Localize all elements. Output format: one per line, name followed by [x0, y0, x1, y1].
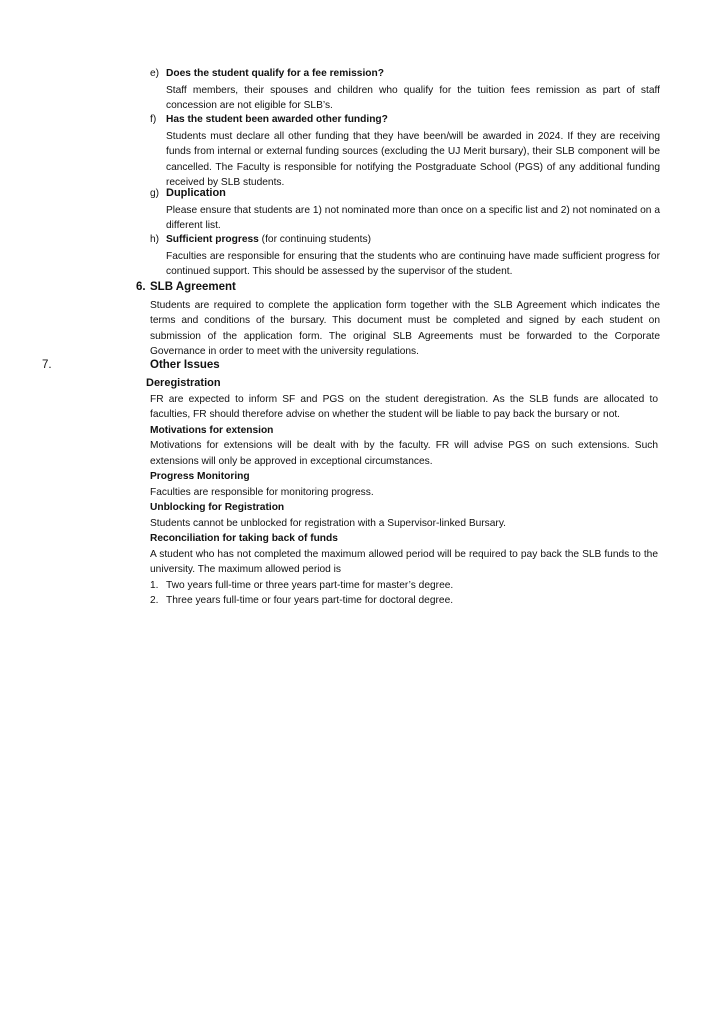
list-item-number: 1. [150, 579, 159, 591]
deregistration-body: FR are expected to inform SF and PGS on the student deregistration. As the SLB funds are allocated to faculties, FR should therefore advise on whether the student will be liable to pay back the bursary or not. [150, 393, 658, 420]
item-g-title: Duplication [166, 187, 226, 199]
item-h-title: Sufficient progress [166, 234, 259, 245]
list-item [150, 593, 658, 609]
item-h [150, 232, 660, 280]
list-item-number: 2. [150, 595, 159, 606]
item-e-title: Does the student qualify for a fee remission? [166, 68, 384, 79]
section-6 [136, 280, 660, 360]
item-g-label: g) [150, 188, 160, 199]
item-h-label: h) [150, 234, 160, 245]
item-e-body: Staff members, their spouses and children who qualify for the tuition fees remission as part of staff concession are not eligible for SLB’s. [166, 84, 660, 111]
item-f [150, 112, 660, 191]
section-6-body: Students are required to complete the application form together with the SLB Agreement which indicates the terms and conditions of the bursary. This document must be completed and signed by each student on submission of the application form. The original SLB Agreements must be forwarded to the Corporate Governance in order to meet with the university regulations. [150, 299, 660, 357]
section-7-number: 7. [42, 359, 52, 371]
item-e-label: e) [150, 68, 160, 79]
reconciliation-body: A student who has not completed the maximum allowed period will be required to pay back the SLB funds to the university. The maximum allowed period is [150, 548, 658, 575]
section-6-number: 6. [136, 281, 146, 293]
item-g-body: Please ensure that students are 1) not nominated more than once on a specific list and 2) not nominated on a different list. [166, 204, 660, 231]
unblocking-body: Students cannot be unblocked for registration with a Supervisor-linked Bursary. [150, 517, 506, 529]
item-h-title-note: (for continuing students) [258, 234, 371, 245]
progress-body: Faculties are responsible for monitoring progress. [150, 486, 374, 498]
motivations-body: Motivations for extensions will be dealt with by the faculty. FR will advise PGS on such extensions. Such extensions will only be approved in exceptional circumstances. [150, 440, 658, 467]
section-7-body [146, 376, 658, 609]
list-item-text: Two years full-time or three years part-time for master’s degree. [166, 579, 454, 591]
list-item-text: Three years full-time or four years part-time for doctoral degree. [166, 595, 454, 606]
reconciliation-heading: Reconciliation for taking back of funds [150, 533, 338, 544]
item-h-body: Faculties are responsible for ensuring that the students who are continuing have made sufficient progress for continued support. This should be assessed by the supervisor of the student. [166, 250, 660, 277]
section-7-title: Other Issues [150, 359, 220, 371]
motivations-heading: Motivations for extension [150, 424, 274, 436]
deregistration-heading: Deregistration [146, 377, 221, 389]
item-f-body: Students must declare all other funding that they have been/will be awarded in 2024. If they are receiving funds from internal or external funding sources (excluding the UJ Merit bursary), their SLB component will be cancelled. The Faculty is responsible for notifying the Postgraduate School (PGS) of any additional funding received by SLB students. [166, 130, 660, 188]
item-e [150, 66, 660, 114]
item-f-title: Has the student been awarded other funding? [166, 114, 388, 125]
unblocking-heading: Unblocking for Registration [150, 502, 285, 513]
item-g [150, 186, 660, 234]
section-6-title: SLB Agreement [150, 281, 236, 293]
list-item [150, 578, 658, 594]
item-f-label: f) [150, 114, 157, 125]
progress-heading: Progress Monitoring [150, 471, 250, 482]
